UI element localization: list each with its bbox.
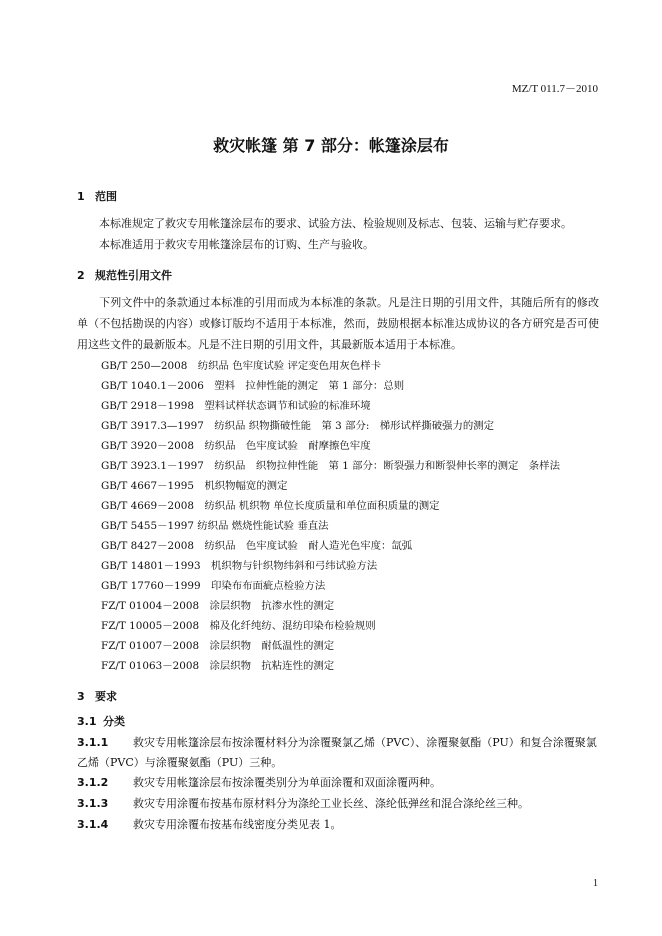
subsection-title: 分类 xyxy=(103,715,125,728)
reference-item: FZ/T 10005－2008 棉及化纤纯纺、混纺印染布检验规则 xyxy=(101,620,376,632)
reference-item: GB/T 8427－2008 纺织品 色牢度试验 耐人造光色牢度：氙弧 xyxy=(101,540,413,552)
reference-item: GB/T 14801－1993 机织物与针织物纬斜和弓纬试验方法 xyxy=(101,560,378,572)
clause-text: 救灾专用涂覆布按基布线密度分类见表 1。 xyxy=(133,818,342,831)
reference-item: GB/T 3920－2008 纺织品 色牢度试验 耐摩擦色牢度 xyxy=(101,440,371,452)
clause-number: 3.1.1 xyxy=(77,736,109,749)
reference-item: GB/T 4669－2008 纺织品 机织物 单位长度质量和单位面积质量的测定 xyxy=(101,500,440,512)
standard-code: MZ/T 011.7－2010 xyxy=(511,83,598,95)
reference-item: GB/T 3917.3—1997 纺织品 织物撕破性能 第 3 部分: 梯形试样撕破强力的测定 xyxy=(101,420,495,432)
section-number: 1 xyxy=(77,190,85,203)
section-3-heading xyxy=(77,688,117,704)
clause-item xyxy=(77,773,599,793)
section-2-intro xyxy=(77,292,599,355)
clause-number: 3.1.3 xyxy=(77,797,109,810)
clause-text: 救灾专用帐篷涂层布按涂覆类别分为单面涂覆和双面涂覆两种。 xyxy=(133,776,441,789)
reference-item: GB/T 17760－1999 印染布布面疵点检验方法 xyxy=(101,580,326,592)
section-2-heading xyxy=(77,267,172,283)
section-number: 2 xyxy=(77,269,85,282)
page-number: 1 xyxy=(593,878,598,889)
clause-item xyxy=(77,794,599,814)
section-1-heading xyxy=(77,188,117,204)
paragraph-text: 本标准规定了救灾专用帐篷涂层布的要求、试验方法、检验规则及标志、包装、运输与贮存要求。 xyxy=(99,217,572,230)
section-1-paragraph-2 xyxy=(77,234,599,255)
section-1-paragraph-1 xyxy=(77,213,599,234)
paragraph-text: 本标准适用于救灾专用帐篷涂层布的订购、生产与验收。 xyxy=(99,238,374,251)
clause-number: 3.1.2 xyxy=(77,776,109,789)
reference-item: FZ/T 01063－2008 涂层织物 抗粘连性的测定 xyxy=(101,660,335,672)
reference-item: GB/T 2918－1998 塑料试样状态调节和试验的标准环境 xyxy=(101,400,371,412)
reference-item: GB/T 4667－1995 机织物幅宽的测定 xyxy=(101,480,288,492)
clause-text: 救灾专用涂覆布按基布原材料分为涤纶工业长丝、涤纶低弹丝和混合涤纶丝三种。 xyxy=(133,797,529,810)
section-number: 3 xyxy=(77,690,85,703)
clause-number: 3.1.4 xyxy=(77,818,109,831)
reference-item: GB/T 1040.1－2006 塑料 拉伸性能的测定 第 1 部分：总则 xyxy=(101,380,405,392)
reference-item: GB/T 5455－1997 纺织品 燃烧性能试验 垂直法 xyxy=(101,520,329,532)
subsection-3-1-heading xyxy=(77,712,599,732)
section-title: 要求 xyxy=(95,690,117,703)
reference-item: FZ/T 01004－2008 涂层织物 抗渗水性的测定 xyxy=(101,600,335,612)
reference-item: GB/T 3923.1－1997 纺织品 织物拉伸性能 第 1 部分：断裂强力和断裂伸长率的测定 条样法 xyxy=(101,460,560,472)
clause-text: 救灾专用帐篷涂层布按涂覆材料分为涂覆聚氯乙烯（PVC）、涂覆聚氨酯（PU）和复合涂覆聚氯乙烯（PVC）与涂覆聚氨酯（PU）三种。 xyxy=(77,736,597,769)
paragraph-text: 下列文件中的条款通过本标准的引用而成为本标准的条款。凡是注日期的引用文件，其随后所有的修改单（不包括勘误的内容）或修订版均不适用于本标准，然而，鼓励根据本标准达成协议的各方研究是否可使用这些文件的最新版本。凡是不注日期的引用文件，其最新版本适用于本标准。 xyxy=(77,296,599,351)
clause-item xyxy=(77,733,599,773)
reference-item: FZ/T 01007－2008 涂层织物 耐低温性的测定 xyxy=(101,640,335,652)
section-title: 规范性引用文件 xyxy=(95,269,172,282)
reference-item: GB/T 250—2008 纺织品 色牢度试验 评定变色用灰色样卡 xyxy=(101,360,381,372)
subsection-number: 3.1 xyxy=(77,715,97,728)
section-title: 范围 xyxy=(95,190,117,203)
clause-item xyxy=(77,815,599,835)
page-title: 救灾帐篷 第 7 部分：帐篷涂层布 xyxy=(213,136,449,155)
